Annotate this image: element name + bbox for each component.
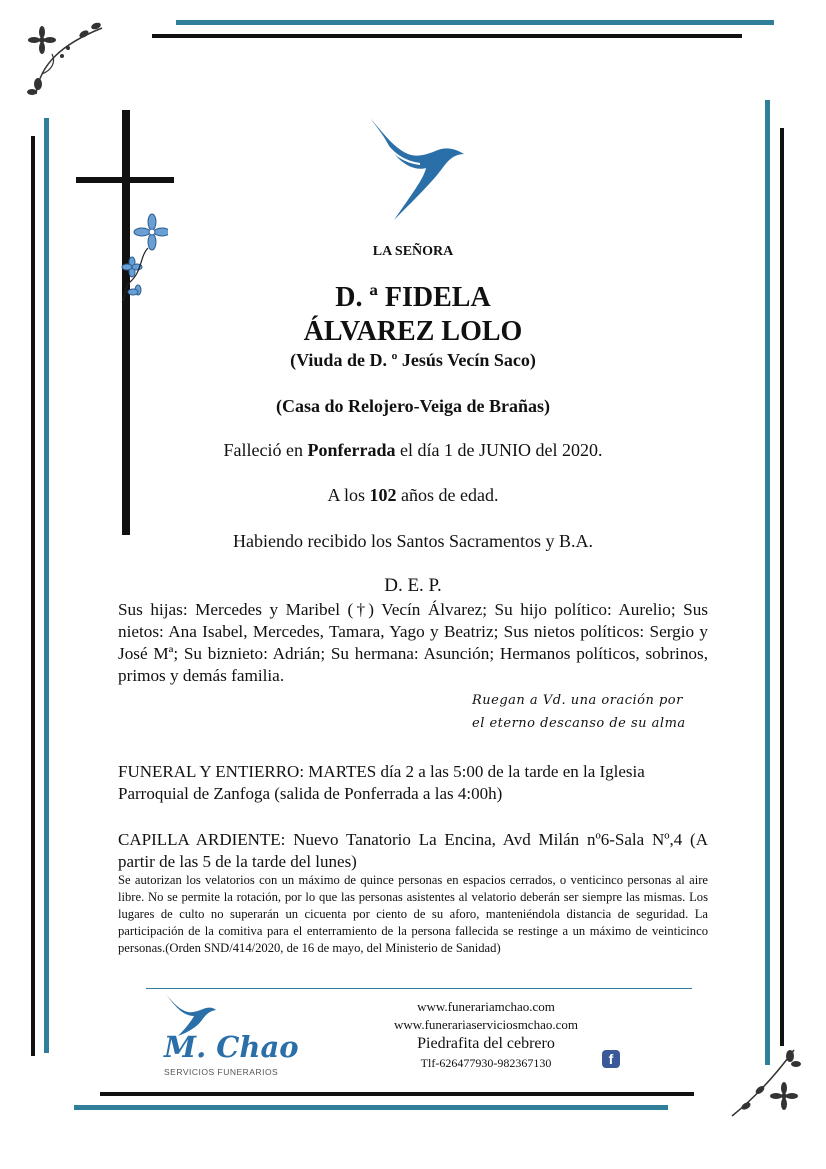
prayer-line1: Ruegan a Vd. una oración por [472,693,683,708]
footer-website2[interactable]: www.funerariaserviciosmchao.com [394,1017,578,1032]
age-prefix: A los [327,485,370,505]
facebook-icon[interactable]: f [602,1050,620,1068]
death-prefix: Falleció en [223,440,308,460]
deceased-name-line1: D. ª FIDELA [335,282,491,313]
chapel-paragraph: CAPILLA ARDIENTE: Nuevo Tanatorio La Encina, Avd Milán nº6-Sala Nº,4 (A partir de las 5 de la tarde del lunes) [118,830,708,871]
death-suffix: el día 1 de JUNIO del 2020. [395,440,603,460]
logo-tagline: SERVICIOS FUNERARIOS [164,1067,279,1077]
house-note: (Casa do Relojero-Veiga de Brañas) [276,396,550,416]
frame-top-teal-bar [176,20,774,25]
dove-icon [364,114,470,232]
footer-website1[interactable]: www.funerariamchao.com [417,999,555,1014]
funeral-paragraph: FUNERAL Y ENTIERRO: MARTES día 2 a las 5:00 de la tarde en la Iglesia Parroquial de Zanfoga (salida de Ponferrada a las 4:00h) [118,762,645,803]
title-label: LA SEÑORA [372,244,454,259]
logo-name: M. Chao [164,1030,299,1064]
bottom-right-floral-ornament [722,1040,806,1124]
frame-bottom-teal-bar [74,1105,668,1110]
footer-location: Piedrafita del cebrero [417,1035,555,1052]
widow-note: (Viuda de D. º Jesús Vecín Saco) [290,350,536,370]
death-place: Ponferrada [307,440,396,460]
age-suffix: años de edad. [396,485,499,505]
top-left-floral-ornament [22,14,114,106]
dep-line: D. E. P. [384,575,442,596]
frame-bottom-black-bar [100,1092,694,1096]
cross-horizontal-beam [76,177,174,183]
footer-divider [146,988,692,989]
age-value: 102 [369,485,397,505]
age-line [0,485,826,506]
footer-phone: Tlf-626477930-982367130 [420,1056,552,1070]
sacraments-line: Habiendo recibido los Santos Sacramentos y B.A. [233,531,593,551]
prayer-line2: el eterno descanso de su alma [472,716,686,731]
covid-notice-paragraph: Se autorizan los velatorios con un máximo de quince personas en espacios cerrados, o venticinco personas al aire libre. No se permite la rotación, por lo que las personas asistentes al velatorio deberán ser siempre las mismas. Los lugares de culto no superarán un cicuenta por ciento de su aforo, manteniéndola distancia de seguridad. La participación de la comitiva para el enterramiento de la persona fallecida se restinge a un máximo de veinticinco personas.(Orden SND/414/2020, de 16 de mayo, del Ministerio de Sanidad) [118,873,708,955]
deceased-name-line2: ÁLVAREZ LOLO [303,316,523,347]
family-paragraph: Sus hijas: Mercedes y Maribel (†) Vecín Álvarez; Su hijo político: Aurelio; Sus nietos: Ana Isabel, Mercedes, Tamara, Yago y Beatriz; Sus nietos políticos: Sergio y José Mª; Su biznieto: Adrián; Su hermana: Asunción; Hermanos políticos, sobrinos, primos y demás familia. [118,600,708,685]
frame-top-black-bar [152,34,742,38]
death-notice-line [0,440,826,461]
